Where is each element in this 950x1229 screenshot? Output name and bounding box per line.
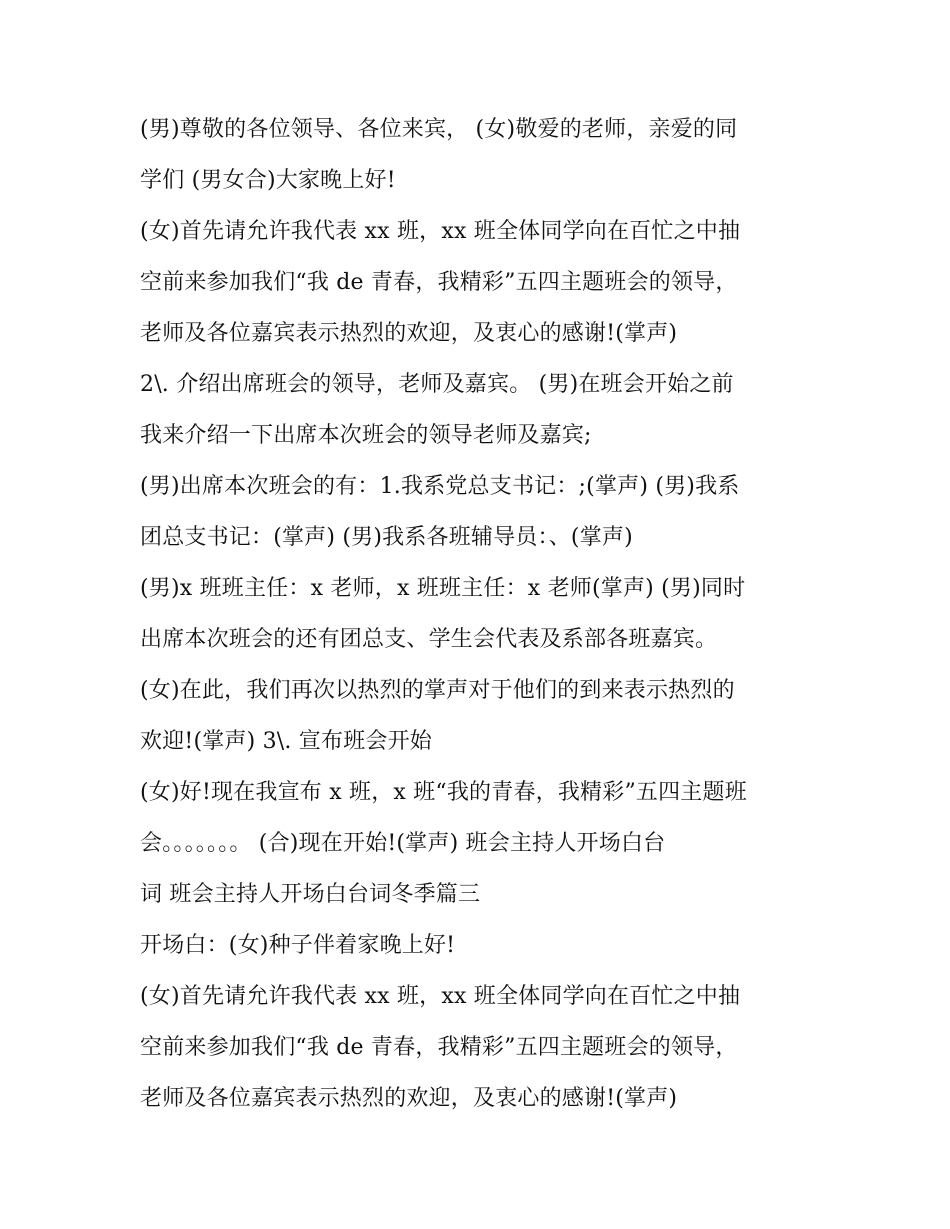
text-line: 开场白：(女)种子伴着家晚上好! (140, 933, 456, 958)
text-line: 2\. 介绍出席班会的领导，老师及嘉宾。 (男)在班会开始之前 (140, 372, 734, 397)
text-line: 空前来参加我们“我 de 青春，我精彩”五四主题班会的领导， (140, 270, 738, 295)
text-line: (男)x 班班主任：x 老师，x 班班主任：x 老师(掌声) (男)同时 (140, 576, 746, 601)
text-line: (男)尊敬的各位领导、各位来宾， (女)敬爱的老师，亲爱的同 (140, 117, 738, 142)
text-line: 团总支书记：(掌声) (男)我系各班辅导员：、(掌声) (140, 525, 633, 550)
text-line: 我来介绍一下出席本次班会的领导老师及嘉宾; (140, 423, 592, 448)
text-line: 老师及各位嘉宾表示热烈的欢迎，及衷心的感谢!(掌声) (140, 321, 678, 346)
text-line: (女)在此，我们再次以热烈的掌声对于他们的到来表示热烈的 (140, 678, 735, 703)
document-body (140, 104, 820, 1124)
text-line: 学们 (男女合)大家晚上好! (140, 168, 396, 193)
text-line: 老师及各位嘉宾表示热烈的欢迎，及衷心的感谢!(掌声) (140, 1086, 678, 1111)
text-line: (女)好!现在我宣布 x 班，x 班“我的青春，我精彩”五四主题班 (140, 780, 747, 805)
text-line: (女)首先请允许我代表 xx 班，xx 班全体同学向在百忙之中抽 (140, 984, 741, 1009)
text-line: 空前来参加我们“我 de 青春，我精彩”五四主题班会的领导， (140, 1035, 738, 1060)
text-line: 会。。。。。。。 (合)现在开始!(掌声) 班会主持人开场白台 (140, 831, 666, 856)
text-line: (女)首先请允许我代表 xx 班，xx 班全体同学向在百忙之中抽 (140, 219, 741, 244)
text-line: 出席本次班会的还有团总支、学生会代表及系部各班嘉宾。 (140, 627, 718, 652)
text-line: 词 班会主持人开场白台词冬季篇三 (140, 882, 481, 907)
text-line: (男)出席本次班会的有：1.我系党总支书记：;(掌声) (男)我系 (140, 474, 740, 499)
text-line: 欢迎!(掌声) 3\. 宣布班会开始 (140, 729, 432, 754)
